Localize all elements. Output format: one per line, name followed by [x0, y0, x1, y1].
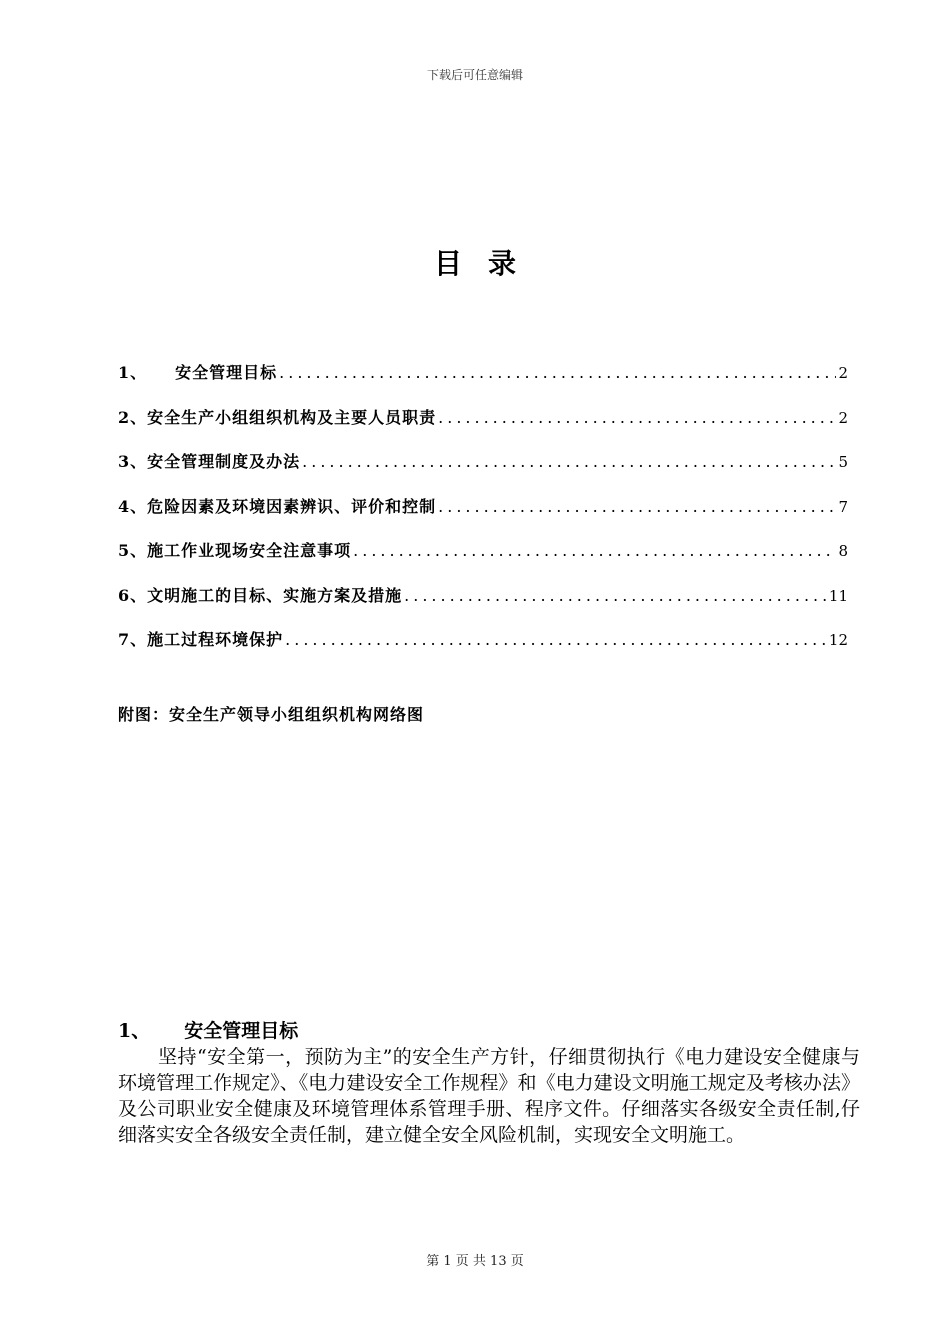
toc-item-label: 施工作业现场安全注意事项: [147, 541, 352, 560]
toc-leader-dots: [285, 630, 827, 649]
toc-item-page: 7: [838, 497, 848, 516]
toc-item-page: 2: [838, 408, 848, 427]
section-heading: [118, 1016, 298, 1043]
toc-leader-dots: [438, 408, 836, 427]
toc-item-number: 3、: [118, 452, 148, 471]
toc-item-page: 5: [838, 453, 848, 471]
toc-item-6[interactable]: [118, 583, 848, 628]
toc-item-page: 12: [828, 631, 848, 649]
toc-item-number: 4、: [118, 496, 148, 516]
toc-item-5[interactable]: [118, 538, 848, 583]
toc-item-page: 8: [838, 542, 848, 560]
toc-item-number: 1、: [118, 363, 148, 382]
toc-item-label: 文明施工的目标、实施方案及措施: [147, 585, 403, 605]
toc-item-page: 2: [838, 364, 848, 382]
toc-item-number: 7、: [118, 630, 148, 649]
toc-leader-dots: [302, 452, 836, 471]
toc-title: 目录: [433, 247, 542, 280]
toc-item-number: 5、: [118, 541, 148, 560]
toc-item-3[interactable]: [118, 449, 848, 494]
section-title: 安全管理目标: [184, 1020, 299, 1042]
toc-leader-dots: [404, 586, 827, 605]
toc-item-7[interactable]: [118, 627, 848, 672]
toc-item-label: 安全生产小组组织机构及主要人员职责: [147, 407, 437, 427]
toc-item-label: 安全管理制度及办法: [147, 452, 301, 471]
toc-item-4[interactable]: [118, 494, 848, 539]
toc-item-number: 6、: [118, 585, 148, 605]
table-of-contents: [118, 360, 848, 672]
toc-item-label: 施工过程环境保护: [147, 630, 284, 649]
toc-item-number: 2、: [118, 407, 148, 427]
page-footer: 第 1 页 共 13 页: [426, 1254, 524, 1269]
toc-item-1[interactable]: [118, 360, 848, 405]
toc-item-label: 安全管理目标: [175, 363, 278, 382]
toc-item-page: 11: [828, 586, 848, 605]
header-note: 下载后可任意编辑: [426, 68, 523, 82]
section-body-paragraph: 坚持“安全第一，预防为主”的安全生产方针，仔细贯彻执行《电力建设安全健康与环境管理工作规定》、《电力建设安全工作规程》和《电力建设文明施工规定及考核办法》及公司职业安全健康及环境管理体系管理手册、程序文件。仔细落实各级安全责任制,仔细落实安全各级安全责任制，建立健全安全风险机制，实现安全文明施工。: [118, 1046, 860, 1146]
toc-leader-dots: [279, 363, 836, 382]
toc-leader-dots: [438, 497, 836, 516]
toc-appendix[interactable]: 附图：安全生产领导小组组织机构网络图: [118, 705, 425, 724]
toc-leader-dots: [353, 541, 836, 560]
toc-item-label: 危险因素及环境因素辨识、评价和控制: [147, 496, 437, 516]
section-number: 1、: [118, 1020, 151, 1042]
toc-item-2[interactable]: [118, 405, 848, 450]
